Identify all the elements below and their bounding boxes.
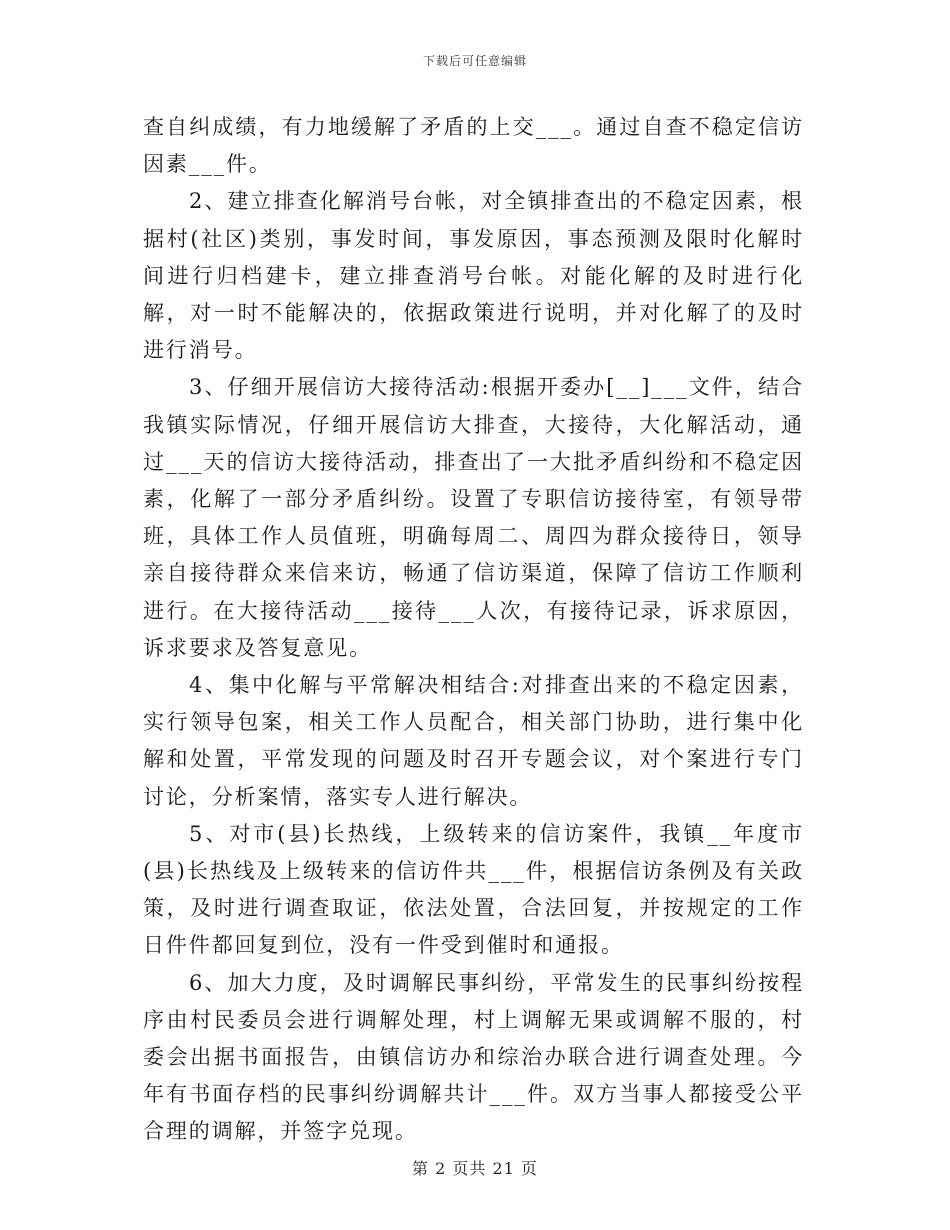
paragraph-item-4: 4、集中化解与平常解决相结合:对排查出来的不稳定因素，实行领导包案，相关工作人员配合，相关部门协助，进行集中化解和处置，平常发现的问题及时召开专题会议，对个案进行专门讨论，分析案情，落实专人进行解决。 bbox=[143, 673, 804, 809]
paragraph-item-5: 5、对市(县)长热线，上级转来的信访案件，我镇__年度市(县)长热线及上级转来的信访件共___件，根据信访条例及有关政策，及时进行调查取证，依法处置，合法回复，并按规定的工作日件件都回复到位，没有一件受到催时和通报。 bbox=[143, 821, 804, 958]
paragraph-item-2: 2、建立排查化解消号台帐，对全镇排查出的不稳定因素，根据村(社区)类别，事发时间，事发原因，事态预测及限时化解时间进行归档建卡，建立排查消号台帐。对能化解的及时进行化解，对一时不能解决的，依据政策进行说明，并对化解了的及时进行消号。 bbox=[143, 189, 804, 363]
document-body bbox=[143, 109, 804, 1151]
paragraph-continuation: 查自纠成绩，有力地缓解了矛盾的上交___。通过自查不稳定信访因素___件。 bbox=[143, 115, 804, 177]
page-number-footer: 第 2 页共 21 页 bbox=[412, 1159, 538, 1178]
page-header: 下载后可任意编辑 bbox=[422, 54, 527, 68]
paragraph-item-6: 6、加大力度，及时调解民事纠纷，平常发生的民事纠纷按程序由村民委员会进行调解处理，村上调解无果或调解不服的，村委会出据书面报告，由镇信访办和综治办联合进行调查处理。今年有书面存档的民事纠纷调解共计___件。双方当事人都接受公平合理的调解，并签字兑现。 bbox=[143, 970, 804, 1144]
paragraph-item-3: 3、仔细开展信访大接待活动:根据开委办[__]___文件，结合我镇实际情况，仔细开展信访大排查，大接待，大化解活动，通过___天的信访大接待活动，排查出了一大批矛盾纠纷和不稳定因素，化解了一部分矛盾纠纷。设置了专职信访接待室，有领导带班，具体工作人员值班，明确每周二、周四为群众接待日，领导亲自接待群众来信来访，畅通了信访渠道，保障了信访工作顺利进行。在大接待活动___接待___人次，有接待记录，诉求原因，诉求要求及答复意见。 bbox=[143, 375, 804, 660]
